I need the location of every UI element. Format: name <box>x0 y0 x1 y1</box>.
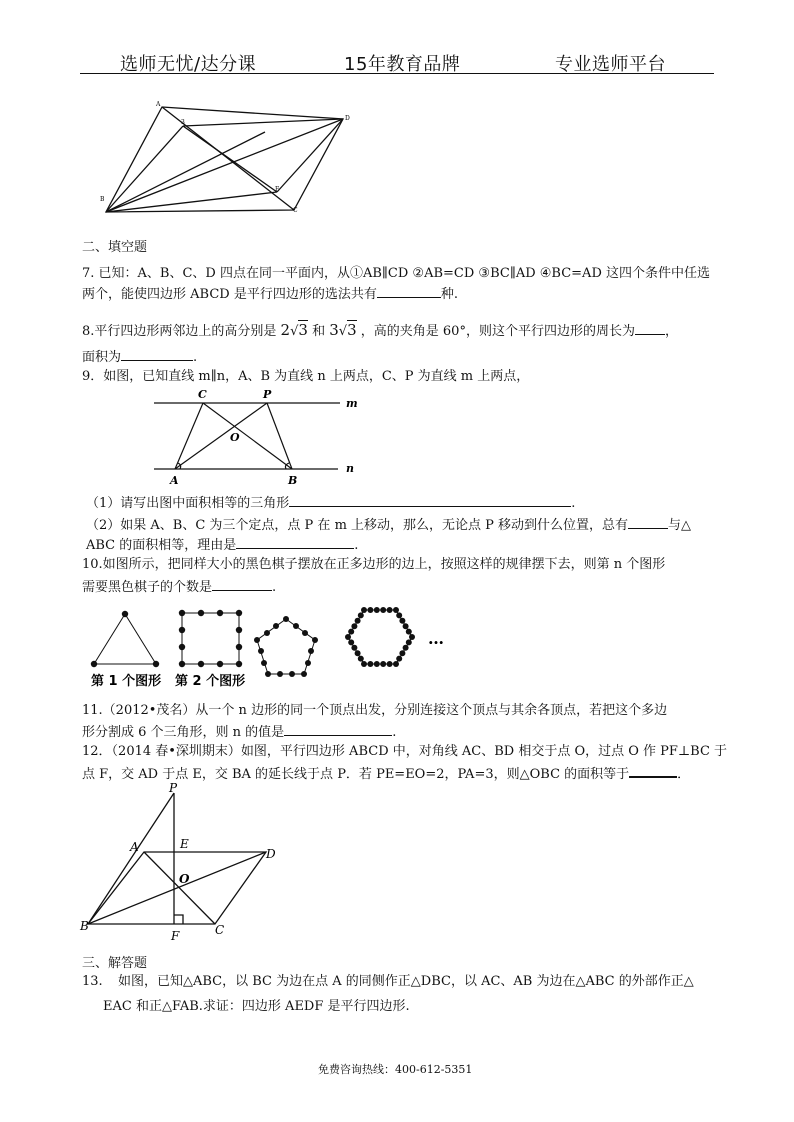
section-title-fill-blank: 二、填空题 <box>82 240 148 255</box>
q13-line2: EAC 和正△FAB.求证：四边形 AEDF 是平行四边形. <box>103 999 410 1014</box>
q8-area-text: 面积为 <box>82 350 122 365</box>
q9-sub2-blank-1[interactable] <box>628 516 668 529</box>
q11-text: 形分割成 6 个三角形，则 n 的值是 <box>82 725 285 740</box>
fig1-label-f: F <box>275 186 280 193</box>
q12-label-p: P <box>169 782 178 795</box>
header-right: 专业选师平台 <box>555 54 666 75</box>
q9-label-m: m <box>346 397 358 410</box>
q9-sub2-line2 <box>86 536 358 554</box>
q9-sub1-text: （1）请写出图中面积相等的三角形 <box>86 496 290 511</box>
q11-line2 <box>82 723 396 741</box>
q9-label-o: O <box>230 431 240 444</box>
fig1-label-3: 3 <box>181 119 185 126</box>
q12-line1: 12．（2014 春•深圳期末）如图，平行四边形 ABCD 中，对角线 AC、BD 相交于点 O，过点 O 作 PF⊥BC 于 <box>82 744 728 759</box>
q8-line2 <box>82 348 197 366</box>
q9-label-n: n <box>346 462 354 475</box>
q9-line1: 9．如图，已知直线 m∥n，A、B 为直线 n 上两点，C、P 为直线 m 上两点， <box>82 369 530 384</box>
q8-perimeter-blank[interactable] <box>635 322 665 335</box>
q8-area-blank[interactable] <box>121 348 193 361</box>
q9-label-p: P <box>263 388 272 401</box>
q9-sub2-end: . <box>354 538 359 553</box>
q10-ellipsis: … <box>428 629 444 648</box>
q8-radical-1-value: 3 <box>298 321 308 339</box>
header-center: 15年教育品牌 <box>344 54 461 75</box>
q8-radical-1: 2√3 <box>280 321 308 339</box>
q7-line1: 7. 已知：A、B、C、D 四点在同一平面内，从①AB∥CD ②AB=CD ③BC∥AD ④BC=AD 这四个条件中任选 <box>82 266 710 281</box>
q9-label-b: B <box>288 474 298 487</box>
q9-sub1 <box>86 494 575 512</box>
q12-label-o: O <box>179 872 190 886</box>
q8-and: 和 <box>312 324 326 339</box>
fig1-label-a: A <box>156 101 161 108</box>
q12-label-b: B <box>80 919 89 933</box>
q11-answer-blank[interactable] <box>284 723 392 736</box>
q9-sub1-blank[interactable] <box>289 494 571 507</box>
q8-radical-2: 3√3 <box>329 321 357 339</box>
q12-label-d: D <box>266 847 276 861</box>
q12-text: 点 F，交 AD 于点 E，交 BA 的延长线于点 P．若 PE=EO=2，PA=3，则△OBC 的面积等于 <box>82 767 630 782</box>
figure-q9-parallel-lines <box>150 386 365 488</box>
q9-sub2-text: （2）如果 A、B、C 为三个定点，点 P 在 m 上移动，那么，无论点 P 移动到什么位置，总有 <box>86 518 629 533</box>
q8-line1 <box>82 322 678 340</box>
footer-hotline: 免费咨询热线：400-612-5351 <box>318 1063 473 1076</box>
q9-sub2-blank-2[interactable] <box>236 536 354 549</box>
fig1-label-b: B <box>100 196 105 203</box>
q12-label-f: F <box>171 929 180 942</box>
q11-text-end: . <box>392 725 397 740</box>
q10-text: 需要黑色棋子的个数是 <box>82 580 213 595</box>
q8-area-end: . <box>193 350 198 365</box>
q8-text: 8.平行四边形两邻边上的高分别是 <box>82 324 277 339</box>
fig1-label-d: D <box>345 115 350 122</box>
q13-line1: 如图，已知△ABC，以 BC 为边在点 A 的同侧作正△DBC，以 AC、AB 为边在△ABC 的外部作正△ <box>118 974 694 989</box>
q12-label-e: E <box>180 837 189 851</box>
q12-text-end: ． <box>677 767 691 782</box>
figure-q10-polygons <box>85 603 465 693</box>
q7-answer-blank[interactable] <box>377 285 441 298</box>
q8-radical-1-coef: 2 <box>280 321 291 339</box>
q12-line2 <box>82 764 690 783</box>
q10-line1: 10.如图所示，把同样大小的黑色棋子摆放在正多边形的边上，按照这样的规律摆下去，则第 n 个图形 <box>82 557 666 572</box>
q10-text-end: . <box>272 580 277 595</box>
section-title-solve: 三、解答题 <box>82 956 148 971</box>
q8-text-3: ， <box>664 324 678 339</box>
q10-line2 <box>82 578 276 596</box>
figure-q12-parallelogram <box>78 782 298 942</box>
q10-answer-blank[interactable] <box>212 578 272 591</box>
q7-line2 <box>82 285 458 303</box>
q11-line1: 11.（2012•茂名）从一个 n 边形的同一个顶点出发，分别连接这个顶点与其余各顶点，若把这个多边 <box>82 703 668 718</box>
q10-caption-1: 第 1 个图形 <box>91 674 162 689</box>
q7-text: 两个，能使四边形 ABCD 是平行四边形的选法共有 <box>82 287 377 302</box>
q9-sub2-line1 <box>86 516 691 534</box>
q8-radical-2-value: 3 <box>347 321 357 339</box>
figure-parallelogram-1 <box>95 98 360 218</box>
q12-label-c: C <box>215 923 225 937</box>
header-divider <box>80 73 714 74</box>
q12-answer-blank[interactable] <box>629 764 677 778</box>
q12-label-a: A <box>130 840 139 854</box>
q9-label-c: C <box>198 388 207 401</box>
q10-caption-2: 第 2 个图形 <box>175 674 246 689</box>
q7-text-end: 种. <box>440 287 458 302</box>
fig1-label-c: C <box>293 207 298 214</box>
q8-text-2: ，高的夹角是 60°，则这个平行四边形的周长为 <box>360 324 635 339</box>
q9-sub2-text-2: 与△ <box>668 518 692 533</box>
q9-sub1-end: . <box>571 496 576 511</box>
q8-radical-2-coef: 3 <box>329 321 339 339</box>
q9-sub2-text-3: ABC 的面积相等，理由是 <box>86 538 237 553</box>
header-left: 选师无忧/达分课 <box>120 54 257 75</box>
q13-num: 13. <box>82 974 103 989</box>
q9-label-a: A <box>170 474 179 487</box>
